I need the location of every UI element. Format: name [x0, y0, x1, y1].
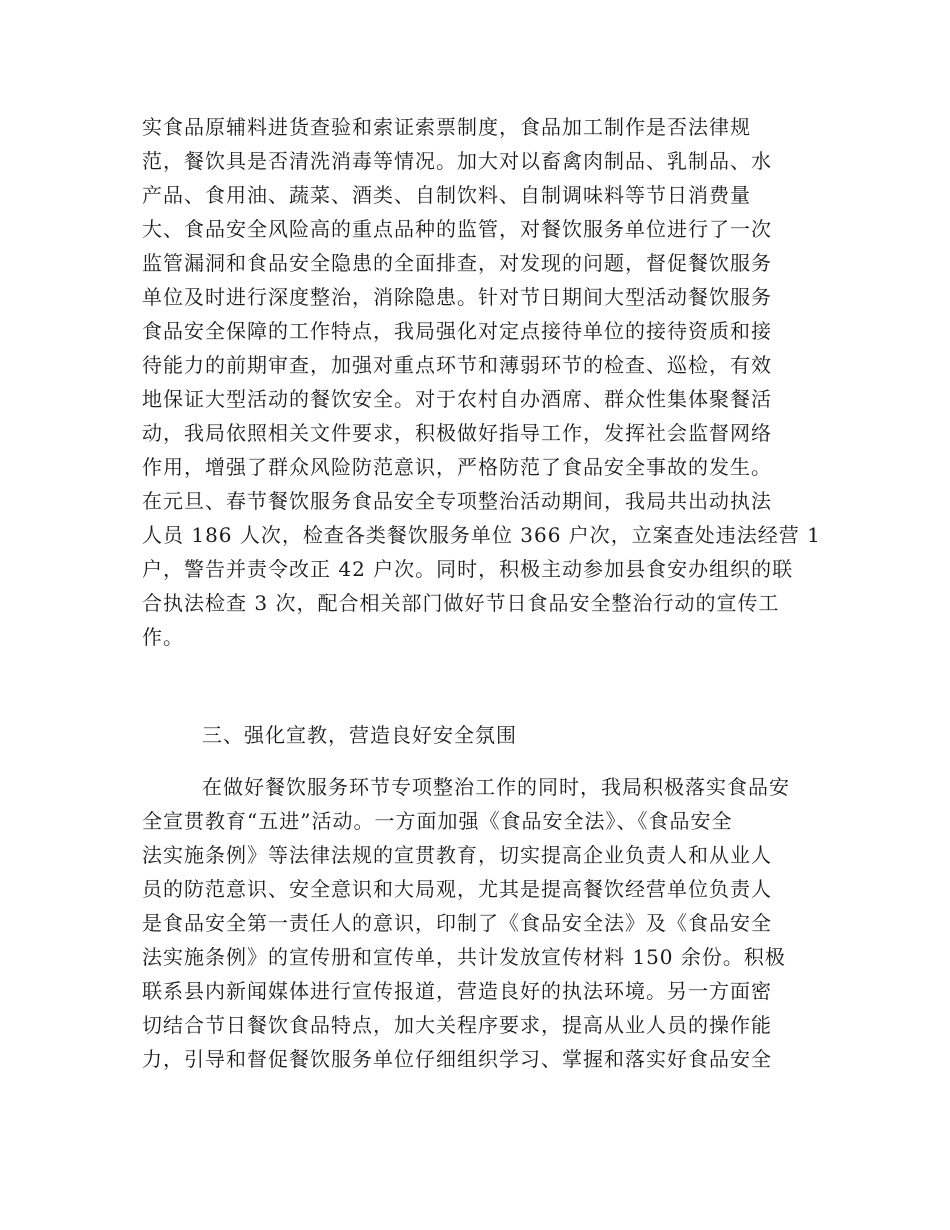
text-line: 联系县内新闻媒体进行宣传报道，营造良好的执法环境。另一方面密 [142, 979, 772, 1003]
text-line: 切结合节日餐饮食品特点，加大关程序要求，提高从业人员的操作能 [142, 1013, 772, 1037]
text-line: 单位及时进行深度整治，消除隐患。针对节日期间大型活动餐饮服务 [142, 285, 772, 309]
text-line: 作用，增强了群众风险防范意识，严格防范了食品安全事故的发生。 [142, 455, 772, 479]
text-line: 实食品原辅料进货查验和索证索票制度，食品加工制作是否法律规 [142, 115, 751, 139]
text-line: 范，餐饮具是否清洗消毒等情况。加大对以畜禽肉制品、乳制品、水 [142, 149, 772, 173]
text-line: 动，我局依照相关文件要求，积极做好指导工作，发挥社会监督网络 [142, 421, 772, 445]
text-line: 产品、食用油、蔬菜、酒类、自制饮料、自制调味料等节日消费量 [142, 183, 751, 207]
text-line: 在元旦、春节餐饮服务食品安全专项整治活动期间，我局共出动执法 [142, 489, 772, 513]
text-line: 作。 [142, 625, 184, 649]
text-line: 人员 186 人次，检查各类餐饮服务单位 366 户次，立案查处违法经营 1 [142, 523, 821, 547]
text-line: 是食品安全第一责任人的意识，印制了《食品安全法》及《食品安全 [142, 911, 772, 935]
text-line: 法实施条例》等法律法规的宣贯教育，切实提高企业负责人和从业人 [142, 843, 772, 867]
text-line: 地保证大型活动的餐饮安全。对于农村自办酒席、群众性集体聚餐活 [142, 387, 772, 411]
text-line: 待能力的前期审查，加强对重点环节和薄弱环节的检查、巡检，有效 [142, 353, 772, 377]
text-line: 监管漏洞和食品安全隐患的全面排查，对发现的问题，督促餐饮服务 [142, 251, 772, 275]
text-line: 食品安全保障的工作特点，我局强化对定点接待单位的接待资质和接 [142, 319, 772, 343]
text-line: 大、食品安全风险高的重点品种的监管，对餐饮服务单位进行了一次 [142, 217, 772, 241]
section-heading-text: 三、强化宣教，营造良好安全氛围 [202, 723, 517, 747]
text-line: 法实施条例》的宣传册和宣传单，共计发放宣传材料 150 余份。积极 [142, 945, 786, 969]
text-line: 在做好餐饮服务环节专项整治工作的同时，我局积极落实食品安 [202, 775, 790, 799]
text-line: 全宣贯教育“五进”活动。一方面加强《食品安全法》、《食品安全 [142, 809, 733, 833]
text-line: 力，引导和督促餐饮服务单位仔细组织学习、掌握和落实好食品安全 [142, 1047, 772, 1071]
text-line: 户，警告并责令改正 42 户次。同时，积极主动参加县食安办组织的联 [142, 557, 794, 581]
text-line: 合执法检查 3 次，配合相关部门做好节日食品安全整治行动的宣传工 [142, 591, 780, 615]
text-line: 员的防范意识、安全意识和大局观，尤其是提高餐饮经营单位负责人 [142, 877, 772, 901]
